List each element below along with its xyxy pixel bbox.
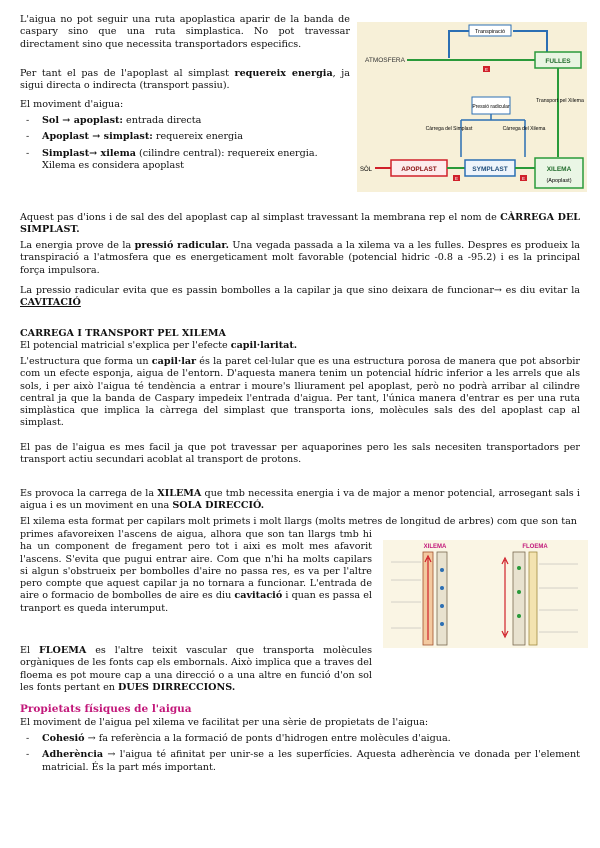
intro-paragraph-2 <box>20 68 350 93</box>
carrega-paragraph-2 <box>20 240 580 277</box>
text-span: Aquest pas d'ions i de sal des del apoplast cap al simplast travessant la membrana rep el nom de <box>20 212 501 223</box>
sugar-molecule <box>517 590 521 594</box>
movement-list <box>20 115 352 172</box>
carrega-xilema-label: Càrrega del Xilema <box>502 126 546 132</box>
text-span: es l'altre teixit vascular que transporta molècules orgàniques de les fonts cap els embornals. Això implica que a traves del floema es pot moure cap a una direcció o a una altre en funció d'on sol les fonts pertant en <box>20 645 373 693</box>
xilema-paragraph-4 <box>20 488 580 513</box>
xilema-floema-diagram <box>383 540 588 648</box>
capillaritat-term: capil·laritat. <box>230 340 298 351</box>
list-item-text: requereix energia <box>152 131 243 143</box>
cavitacio-term: CAVITACIÓ <box>20 297 81 309</box>
water-molecule <box>440 568 444 572</box>
xilema-paragraph-5b <box>20 529 372 615</box>
text-span: El potencial matricial s'explica per l'efecte <box>20 340 231 351</box>
list-item-bold: Cohesió <box>42 733 85 744</box>
capillar-term: capil·lar <box>151 356 197 367</box>
list-item-text: (cilindre central): requereix energia. Xilema es considera apoplast <box>42 147 318 171</box>
xilema-paragraph-3: El pas de l'aigua es mes facil ja que pot travessar per aquaporines pero les sals necesiten transportadors per transport actiu secundari acoblat al transport de protons. <box>20 442 580 466</box>
xilema-paragraph-5a: El xilema esta format per capilars molt primets i molt llargs (molts metres de longitud de arbres) com que son tan <box>20 516 577 527</box>
energy-marker-label: E <box>521 176 526 181</box>
text-span: L'estructura que forma un <box>20 356 152 367</box>
text-span: primes afavoreixen l'ascens de aigua, alhora que son tan llargs tmb hi ha un component de fregament pero tot i aixi es molt mes afavorit l'ascens. S'evita que pugui entrar aire. Com que n'hi ha molts capilars si algun s'obstrueix per bombolles d'aire no passa res, es va per l'altre pero compte que aquest capilar ja no tornara a funcionar. L'entrada de aire o formacio de bombolles de aire es diu <box>20 529 372 602</box>
list-item <box>20 131 352 143</box>
dues-direccions-term: DUES DIRRECCIONS. <box>118 681 236 693</box>
list-item-text: → fa referència a la formació de ponts d'hidrogen entre molècules d'aigua. <box>84 733 451 744</box>
text-span: és la paret cel·lular que es una estructura porosa de manera que pot absorbir com un efecte esponja, aigua de l'entorn. D'aquesta manera tenim un potencial hídric inferior a les arrels que als sols, i per això l'aigua té tendència a entrar i moure's lliurament pel apoplast, però no podrà arribar al cilindre central ja que la banda de Caspary impedeix l'entrada d'aigua. Per tant, l'única manera d'entrar es per una ruta simplàstica que implica la càrrega del simplast que transporta ions, molècules sals des del apoplast cap al simplast. <box>20 356 580 429</box>
xilema-vessel <box>437 552 447 645</box>
water-molecule <box>440 586 444 590</box>
carrega-simplast-label: Càrrega del Simplast <box>425 126 473 132</box>
list-item-bold: Apoplast → simplast: <box>42 131 153 143</box>
list-item-bold: Simplast→ xilema <box>42 147 136 159</box>
xilema-sub-label: (Apoplast) <box>546 178 572 184</box>
section-title-xilema: CARREGA I TRANSPORT PEL XILEMA <box>20 328 226 339</box>
water-molecule <box>440 604 444 608</box>
simplast-label: SYMPLAST <box>472 166 508 173</box>
list-item-text: entrada directa <box>122 115 202 126</box>
propietats-list <box>20 733 580 774</box>
text-span: La pressio radicular evita que es passin bombolles a la capilar ja que sino deixara de funcionar→ es diu evitar la <box>20 285 580 296</box>
text-span: Es provoca la carrega de la <box>20 488 158 499</box>
xilema-term: XILEMA <box>157 488 202 499</box>
xilema-label: XILEMA <box>546 166 572 173</box>
floema-paragraph <box>20 645 372 694</box>
carrega-paragraph-3 <box>20 285 580 310</box>
sol-label: SÒL <box>360 167 373 173</box>
atmosfera-label: ATMOSFERA <box>365 57 405 64</box>
intro-p2-pre: Per tant el pas de l'apoplast al simplast <box>20 68 235 79</box>
energy-marker-label: E <box>454 176 459 181</box>
fulles-label: FULLES <box>545 58 571 65</box>
list-item <box>20 749 580 774</box>
list-item-text: → l'aigua té afinitat per unir-se a les superfícies. Aquesta adherència ve donada per l'element matricial. És la part més important. <box>42 749 580 773</box>
intro-p2-bold: requereix energia <box>234 68 333 79</box>
text-span: La energia prove de la <box>20 240 135 251</box>
text-span: El <box>20 645 39 656</box>
pressio-radicular-label: Pressió radicular <box>472 104 510 110</box>
floema-title: FLOEMA <box>522 544 548 550</box>
sugar-molecule <box>517 614 521 618</box>
propietats-paragraph: El moviment de l'aigua pel xilema ve facilitat per una sèrie de propietats de l'aigua: <box>20 717 429 728</box>
intro-paragraph-1: L'aigua no pot seguir una ruta apoplastica aparir de la banda de caspary sino que una ruta simplastica. No pot travessar directament sino que necessita transportadors especifics. <box>20 14 350 50</box>
transpiracio-label: Transpiració <box>474 29 506 35</box>
floema-companion-cell <box>529 552 537 645</box>
apoplast-label: APOPLAST <box>401 166 437 173</box>
floema-sieve-tube <box>513 552 525 645</box>
text-span: i quan es passa el tranport es queda interumput. <box>20 590 372 614</box>
sola-direccio-term: SOLA DIRECCIÓ. <box>172 500 265 512</box>
carrega-simplast-term: CÀRREGA DEL SIMPLAST. <box>20 212 580 236</box>
pressio-radicular-term: pressió radicular. <box>134 240 229 251</box>
list-item <box>20 148 352 173</box>
list-item-bold: Adherència <box>42 749 104 761</box>
energy-marker-label: E <box>484 67 489 72</box>
floema-term: FLOEMA <box>39 645 87 656</box>
intro-p2-post: , ja sigui directa o indirecta (transport passiu). <box>20 68 350 92</box>
xilema-paragraph-1 <box>20 340 580 352</box>
text-span: Una vegada passada a la xilema va a les fulles. Despres es produeix la transpiració a l'atmosfera que es energeticament molt favorable (potencial hidric -0.8 a -95.2) i es la principal força impulsora. <box>20 240 580 276</box>
xilema-title: XILEMA <box>423 544 447 550</box>
list-item <box>20 733 580 745</box>
water-molecule <box>440 622 444 626</box>
carrega-paragraph-1 <box>20 212 580 237</box>
intro-paragraph-3: El moviment d'aigua: <box>20 99 124 110</box>
list-item-bold: Sol → apoplast: <box>42 115 123 126</box>
diagram2-background <box>383 540 588 648</box>
water-transport-diagram <box>357 22 587 192</box>
transport-xilema-label: Transport pel Xilema <box>536 98 584 104</box>
list-item <box>20 115 352 127</box>
xilema-paragraph-2 <box>20 356 580 430</box>
sugar-molecule <box>517 566 521 570</box>
text-span: que tmb necessita energia i va de major a menor potencial, arrosegant sals i aigua i es un moviment en una <box>20 488 580 512</box>
cavitacio-bold-term: cavitació <box>234 590 283 602</box>
section-title-propietats: Propietats físiques de l'aigua <box>20 703 192 715</box>
